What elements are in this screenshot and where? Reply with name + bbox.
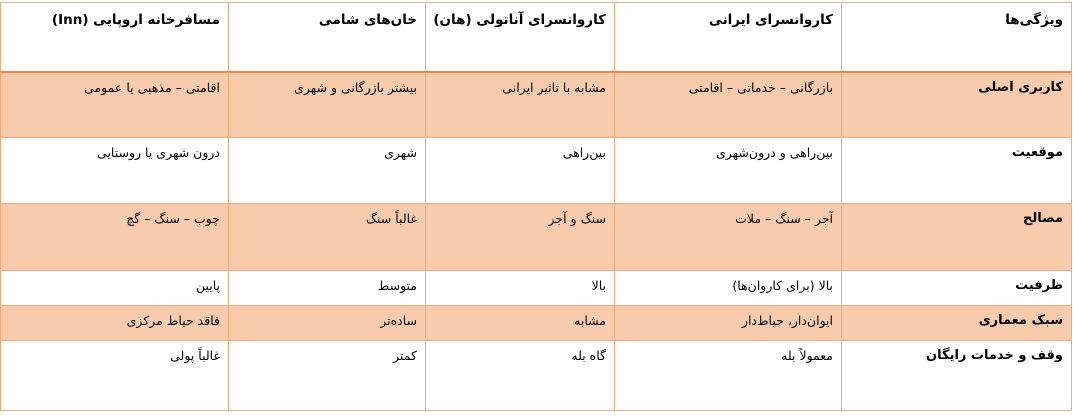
table-cell: معمولاً بله <box>615 341 842 411</box>
table-cell: متوسط <box>229 271 426 306</box>
table-cell: بالا (برای کاروان‌ها) <box>615 271 842 306</box>
table-cell: فاقد حیاط مرکزی <box>1 306 229 341</box>
row-label: کاربری اصلی <box>842 72 1072 138</box>
row-label: مصالح <box>842 204 1072 271</box>
header-cell-iranian-caravanserai: کاروانسرای ایرانی <box>615 3 842 73</box>
table-cell: غالباً پولی <box>1 341 229 411</box>
table-cell: سنگ و آجر <box>426 204 615 271</box>
table-cell: آجر – سنگ – ملات <box>615 204 842 271</box>
header-cell-european-inn: مسافرخانه اروپایی (Inn) <box>1 3 229 73</box>
table-cell: بازرگانی – خدماتی – اقامتی <box>615 72 842 138</box>
table-row <box>1 341 1072 411</box>
table-row <box>1 271 1072 306</box>
row-label: وقف و خدمات رایگان <box>842 341 1072 411</box>
table-cell: بین‌راهی و درون‌شهری <box>615 138 842 204</box>
table-cell: ایوان‌دار، حیاط‌دار <box>615 306 842 341</box>
table-row <box>1 72 1072 138</box>
table-cell: غالباً سنگ <box>229 204 426 271</box>
table-header-row <box>1 3 1072 73</box>
table-cell: مشابه با تاثیر ایرانی <box>426 72 615 138</box>
row-label: سبک معماری <box>842 306 1072 341</box>
row-label: ظرفیت <box>842 271 1072 306</box>
table-cell: اقامتی – مذهبی یا عمومی <box>1 72 229 138</box>
table-cell: گاه بله <box>426 341 615 411</box>
table-cell: مشابه <box>426 306 615 341</box>
table-cell: بین‌راهی <box>426 138 615 204</box>
row-label: موقعیت <box>842 138 1072 204</box>
comparison-table <box>0 2 1072 411</box>
table-cell: چوب – سنگ – گچ <box>1 204 229 271</box>
table-cell: بالا <box>426 271 615 306</box>
table-cell: پایین <box>1 271 229 306</box>
table-cell: شهری <box>229 138 426 204</box>
table-cell: درون شهری یا روستایی <box>1 138 229 204</box>
table-cell: ساده‌تر <box>229 306 426 341</box>
table-row <box>1 306 1072 341</box>
table-row <box>1 138 1072 204</box>
table-row <box>1 204 1072 271</box>
table-cell: کمتر <box>229 341 426 411</box>
header-cell-anatolian-han: کاروانسرای آناتولی (هان) <box>426 3 615 73</box>
header-cell-levantine-khan: خان‌های شامی <box>229 3 426 73</box>
table-cell: بیشتر بازرگانی و شهری <box>229 72 426 138</box>
header-cell-features: ویژگی‌ها <box>842 3 1072 73</box>
